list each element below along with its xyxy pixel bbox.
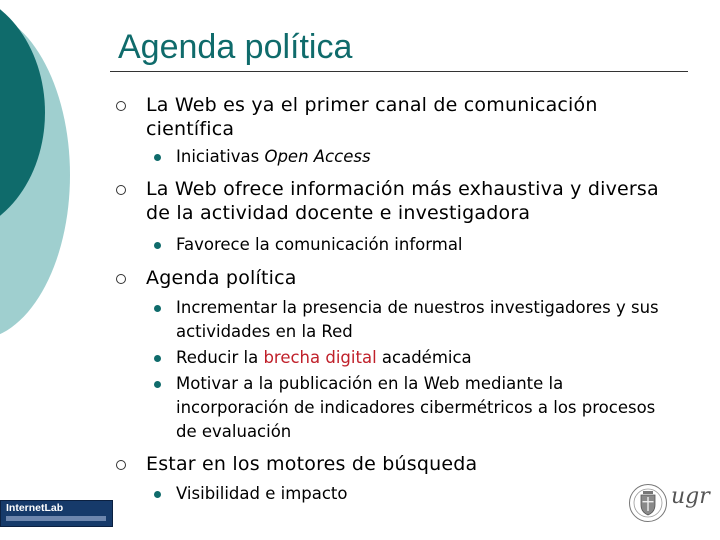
bullet-item [116, 452, 676, 476]
hollow-circle-bullet-icon [116, 101, 126, 111]
internetlab-logo [0, 500, 113, 527]
sub-bullet-text: Motivar a la publicación en la Web mediante la incorporación de indicadores cibermétricos a los procesos de evaluación [176, 374, 656, 441]
bullet-item [116, 266, 676, 290]
sub-bullet-text: Visibilidad e impacto [176, 484, 348, 503]
university-seal-icon [628, 483, 668, 523]
slide-content [116, 93, 676, 506]
internetlab-logo-text: InternetLab [6, 502, 64, 514]
slide-title: Agenda política [118, 28, 353, 66]
filled-dot-bullet-icon [154, 491, 161, 498]
bullet-item [116, 177, 676, 225]
sub-bullet-item [116, 233, 676, 257]
sub-bullet-item [116, 372, 676, 444]
filled-dot-bullet-icon [154, 154, 161, 161]
sub-bullet-item [116, 296, 676, 344]
sub-bullet-item [116, 346, 676, 370]
filled-dot-bullet-icon [154, 242, 161, 249]
filled-dot-bullet-icon [154, 381, 161, 388]
sub-bullet-italic-text: Open Access [264, 147, 371, 166]
bullet-text: Estar en los motores de búsqueda [146, 453, 478, 475]
ugr-logo-text: ugr [671, 484, 710, 509]
filled-dot-bullet-icon [154, 305, 161, 312]
sub-bullet-text: Incrementar la presencia de nuestros investigadores y sus actividades en la Red [176, 298, 659, 341]
bullet-text: Agenda política [146, 267, 297, 289]
bullet-item [116, 93, 676, 141]
sub-bullet-item [116, 482, 676, 506]
sub-bullet-text: Iniciativas [176, 147, 265, 166]
filled-dot-bullet-icon [154, 355, 161, 362]
sub-bullet-text: Reducir la [176, 348, 264, 367]
bullet-text: La Web ofrece información más exhaustiva y diversa de la actividad docente e investigadora [146, 178, 659, 224]
title-divider [110, 71, 688, 72]
highlighted-text: brecha digital [263, 348, 377, 367]
sub-bullet-item [116, 145, 676, 169]
hollow-circle-bullet-icon [116, 460, 126, 470]
hollow-circle-bullet-icon [116, 274, 126, 284]
hollow-circle-bullet-icon [116, 185, 126, 195]
logo-tagline-strip [6, 516, 106, 521]
sub-bullet-text: académica [376, 348, 472, 367]
sub-bullet-text: Favorece la comunicación informal [176, 235, 463, 254]
bullet-text: La Web es ya el primer canal de comunicación científica [146, 94, 598, 140]
